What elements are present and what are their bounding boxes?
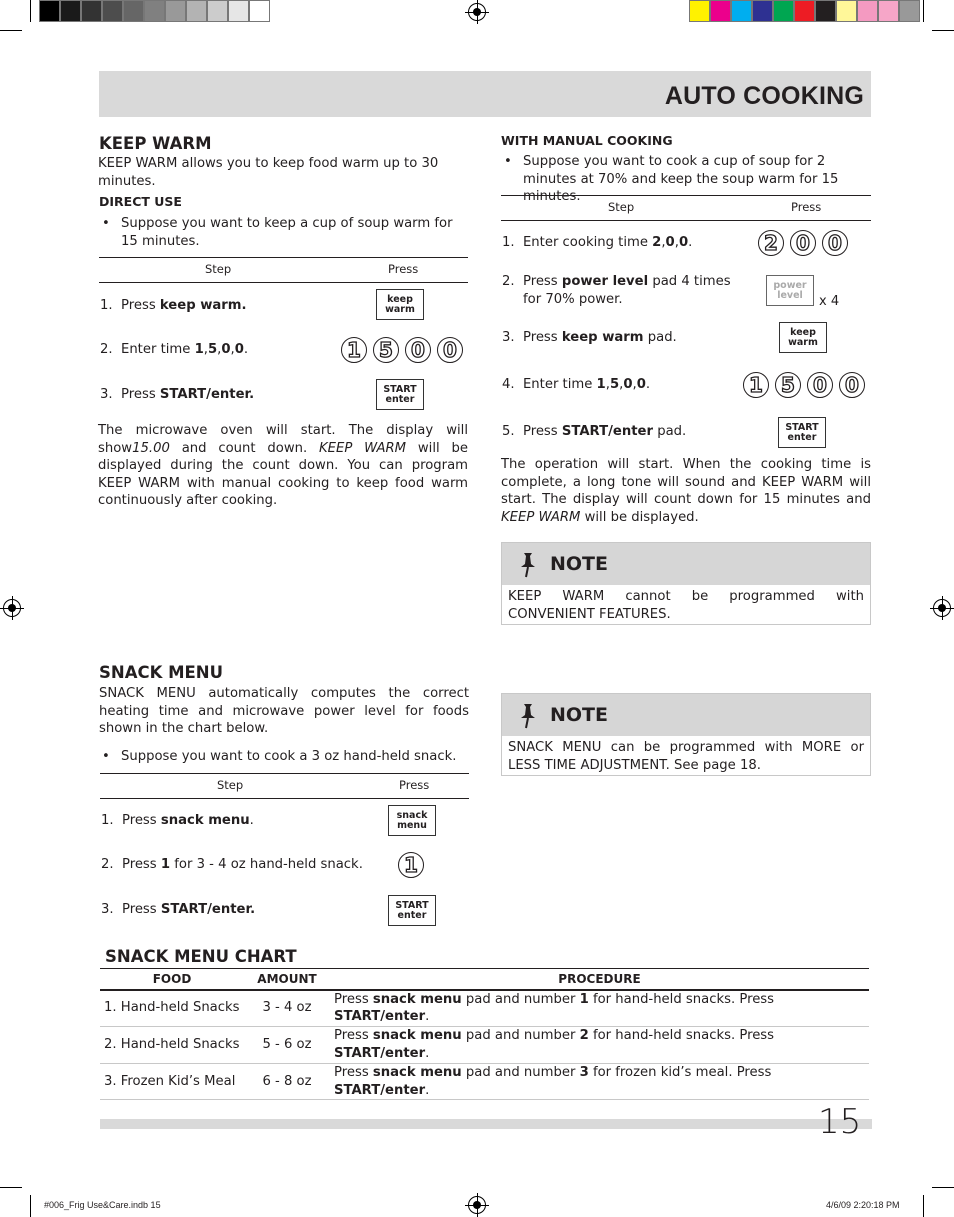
slug-timestamp: 4/6/09 2:20:18 PM [826, 1200, 900, 1210]
color-swatch [39, 0, 60, 22]
start-enter-key[interactable]: START enter [376, 379, 424, 410]
digit-key-1[interactable]: 1 [743, 372, 769, 398]
manual-step-3: 3. Press keep warm pad. [502, 330, 677, 345]
color-swatch [815, 0, 836, 22]
procedure-cell: Press snack menu pad and number 1 for hand-held snacks. Press START/enter. [330, 990, 869, 1027]
direct-step-2: 2. Enter time 1,5,0,0. [100, 342, 249, 357]
col-press: Press [388, 262, 419, 276]
col-amount: AMOUNT [244, 969, 330, 990]
digit-key-0[interactable]: 0 [839, 372, 865, 398]
digit-keys-200 [758, 230, 848, 256]
keep-warm-key[interactable]: keep warm [779, 322, 827, 353]
step-table-header [100, 774, 469, 799]
note-header [502, 694, 870, 736]
manual-result: The operation will start. When the cooking time is complete, a long tone will sound and KEEP WARM will start. The display will count down for 15 minutes and KEEP WARM will be displayed. [501, 457, 871, 525]
color-swatch [207, 0, 228, 22]
pushpin-icon [518, 702, 538, 730]
table-row [100, 1063, 869, 1100]
procedure-cell: Press snack menu pad and number 2 for hand-held snacks. Press START/enter. [330, 1027, 869, 1064]
registration-mark-icon [933, 599, 951, 617]
amount-cell: 3 - 4 oz [244, 990, 330, 1027]
keep-warm-heading: KEEP WARM [99, 134, 212, 153]
crop-mark [0, 1187, 22, 1188]
col-step: Step [205, 262, 232, 276]
color-swatch [773, 0, 794, 22]
color-swatch [81, 0, 102, 22]
color-swatch [228, 0, 249, 22]
food-cell: 3. Frozen Kid’s Meal [100, 1063, 244, 1100]
page-title: AUTO COOKING [664, 82, 864, 110]
amount-cell: 5 - 6 oz [244, 1027, 330, 1064]
manual-step-5: 5. Press START/enter pad. [502, 424, 687, 439]
snack-step-3: 3. Press START/enter. [101, 902, 256, 917]
manual-step-1: 1. Enter cooking time 2,0,0. [502, 235, 693, 250]
snack-menu-heading: SNACK MENU [99, 663, 223, 682]
note-text: KEEP WARM cannot be programmed with CONVENIENT FEATURES. [508, 589, 864, 622]
col-press: Press [399, 778, 430, 792]
direct-use-bullet: • Suppose you want to keep a cup of soup warm for 15 minutes. [99, 215, 468, 250]
step-table-header [501, 196, 871, 221]
manual-step-4: 4. Enter time 1,5,0,0. [502, 377, 651, 392]
color-swatch [731, 0, 752, 22]
direct-use-heading: DIRECT USE [99, 194, 182, 209]
color-swatch [857, 0, 878, 22]
start-enter-key[interactable]: START enter [778, 417, 826, 448]
snack-chart-heading: SNACK MENU CHART [105, 947, 297, 966]
direct-step-1: 1. Press keep warm. [100, 298, 247, 313]
note-label: NOTE [550, 704, 608, 726]
color-swatch [752, 0, 773, 22]
start-enter-key[interactable]: START enter [388, 895, 436, 926]
slug-file-info: #006_Frig Use&Care.indb 15 [44, 1200, 161, 1210]
digit-keys-1500 [341, 337, 463, 363]
col-step: Step [217, 778, 244, 792]
keep-warm-result: The microwave oven will start. The display will show15.00 and count down. KEEP WARM will be displayed during the count down. You can program KEEP WARM with manual cooking to keep food warm continuously after cooking. [98, 423, 468, 508]
snack-step-2: 2. Press 1 for 3 - 4 oz hand-held snack. [101, 857, 363, 872]
gray-color-bar [39, 0, 270, 22]
note-text: SNACK MENU can be programmed with MORE or LESS TIME ADJUSTMENT. See page 18. [508, 740, 864, 773]
pushpin-icon [518, 551, 538, 579]
color-swatch [144, 0, 165, 22]
page-header-bar [99, 71, 871, 117]
manual-bullet: • Suppose you want to cook a cup of soup for 2 minutes at 70% and keep the soup warm for 15 minutes. [501, 153, 871, 206]
color-swatch [710, 0, 731, 22]
color-swatch [60, 0, 81, 22]
color-swatch [165, 0, 186, 22]
food-cell: 2. Hand-held Snacks [100, 1027, 244, 1064]
note-header [502, 543, 870, 585]
chart-header-row [100, 969, 869, 990]
page-number: 15 [818, 1102, 862, 1142]
col-step: Step [608, 200, 635, 214]
power-level-key[interactable]: power level [766, 275, 814, 306]
crop-mark [30, 1195, 31, 1217]
col-procedure: PROCEDURE [330, 969, 869, 990]
color-swatch [878, 0, 899, 22]
color-swatch [249, 0, 270, 22]
snack-step-1: 1. Press snack menu. [101, 813, 254, 828]
digit-key-0[interactable]: 0 [790, 230, 816, 256]
manual-step-2: 2. Press power level pad 4 times for 70% power. [502, 274, 731, 307]
crop-mark [932, 1187, 954, 1188]
digit-key-2[interactable]: 2 [758, 230, 784, 256]
col-food: FOOD [100, 969, 244, 990]
crop-mark [932, 30, 954, 31]
table-row [100, 1027, 869, 1064]
registration-mark-icon [468, 1196, 486, 1214]
process-color-bar [689, 0, 920, 22]
color-swatch [689, 0, 710, 22]
snack-menu-bullet: • Suppose you want to cook a 3 oz hand-held snack. [99, 748, 469, 766]
color-swatch [899, 0, 920, 22]
table-row [100, 990, 869, 1027]
food-cell: 1. Hand-held Snacks [100, 990, 244, 1027]
digit-key-0[interactable]: 0 [437, 337, 463, 363]
note-label: NOTE [550, 553, 608, 575]
procedure-cell: Press snack menu pad and number 3 for frozen kid’s meal. Press START/enter. [330, 1063, 869, 1100]
color-swatch [836, 0, 857, 22]
keep-warm-key[interactable]: keep warm [376, 289, 424, 320]
amount-cell: 6 - 8 oz [244, 1063, 330, 1100]
color-swatch [102, 0, 123, 22]
page-footer-bar [100, 1119, 872, 1129]
keep-warm-intro: KEEP WARM allows you to keep food warm up to 30 minutes. [98, 156, 439, 189]
color-swatch [123, 0, 144, 22]
registration-mark-icon [3, 599, 21, 617]
color-swatch [186, 0, 207, 22]
digit-key-1[interactable]: 1 [398, 852, 424, 878]
crop-mark [923, 1195, 924, 1217]
step-table-header [99, 258, 468, 283]
press-count: x 4 [819, 294, 840, 309]
note-box-snack-menu [501, 693, 871, 776]
registration-mark-icon [468, 3, 486, 21]
color-swatch [794, 0, 815, 22]
digit-key-0[interactable]: 0 [822, 230, 848, 256]
manual-cooking-heading: WITH MANUAL COOKING [501, 133, 673, 148]
digit-key-1[interactable]: 1 [341, 337, 367, 363]
crop-mark [0, 30, 22, 31]
digit-key-0[interactable]: 0 [405, 337, 431, 363]
digit-key-5[interactable]: 5 [373, 337, 399, 363]
digit-key-0[interactable]: 0 [807, 372, 833, 398]
digit-key-5[interactable]: 5 [775, 372, 801, 398]
digit-keys-1500 [743, 372, 865, 398]
snack-menu-intro: SNACK MENU automatically computes the correct heating time and microwave power level for foods shown in the chart below. [99, 686, 469, 736]
snack-menu-key[interactable]: snack menu [388, 805, 436, 836]
crop-mark [30, 0, 31, 22]
snack-menu-chart [100, 968, 869, 1100]
direct-step-3: 3. Press START/enter. [100, 387, 255, 402]
digit-keys-1 [398, 852, 424, 878]
note-box-keep-warm [501, 542, 871, 625]
col-press: Press [791, 200, 822, 214]
crop-mark [923, 0, 924, 22]
